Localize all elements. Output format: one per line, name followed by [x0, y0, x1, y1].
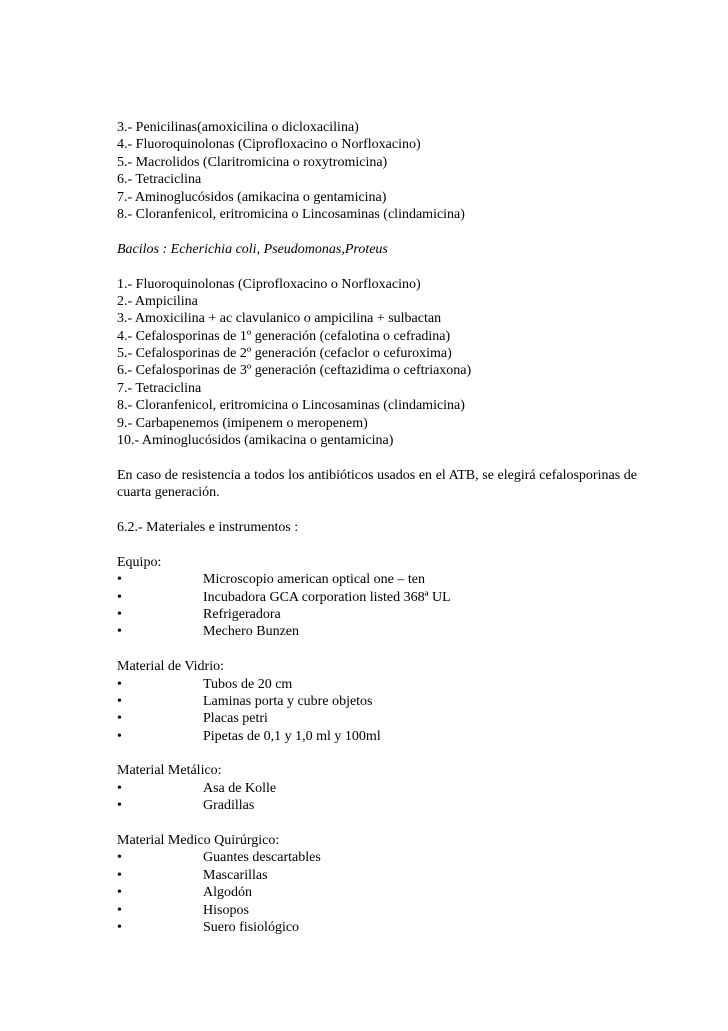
- list-item: 10.- Aminoglucósidos (amikacina o gentamicina): [117, 433, 394, 449]
- section-title: 6.2.- Materiales e instrumentos :: [117, 520, 299, 536]
- bullet-icon: •: [117, 728, 122, 744]
- list-item: 3.- Penicilinas(amoxicilina o dicloxacilina): [117, 120, 359, 135]
- list-item: [117, 919, 637, 936]
- list-item: 7.- Aminoglucósidos (amikacina o gentamicina): [117, 189, 387, 205]
- list-item: [117, 867, 637, 884]
- list-item: 6.- Cefalosporinas de 3º generación (ceftazidima o ceftriaxona): [117, 363, 472, 379]
- bullet-icon: •: [117, 711, 122, 727]
- bullet-icon: •: [117, 676, 122, 692]
- group-title: Material Medico Quirúrgico:: [117, 833, 280, 849]
- list-item: [117, 623, 637, 640]
- bullet-icon: •: [117, 867, 122, 883]
- item-label: Guantes descartables: [203, 850, 321, 866]
- bullet-icon: •: [117, 902, 122, 918]
- list-item: [117, 849, 637, 866]
- document-body: [117, 119, 637, 936]
- antibiotic-list-cocos: [117, 119, 637, 223]
- item-label: Placas petri: [203, 711, 268, 727]
- group-equipo: [117, 554, 637, 641]
- list-item: 8.- Cloranfenicol, eritromicina o Lincosaminas (clindamicina): [117, 206, 465, 222]
- list-item: 2.- Ampicilina: [117, 293, 198, 309]
- item-label: Mechero Bunzen: [203, 624, 300, 640]
- bullet-icon: •: [117, 606, 122, 622]
- list-item: 1.- Fluoroquinolonas (Ciprofloxacino o Norfloxacino): [117, 276, 421, 292]
- bullet-icon: •: [117, 780, 122, 796]
- list-item: 5.- Cefalosporinas de 2º generación (cefaclor o cefuroxima): [117, 346, 452, 362]
- antibiotic-list-bacilos: [117, 276, 637, 450]
- bullet-icon: •: [117, 693, 122, 709]
- list-item: [117, 797, 637, 814]
- bullet-icon: •: [117, 572, 122, 588]
- resistance-note: En caso de resistencia a todos los antibióticos usados en el ATB, se elegirá cefalosporinas de cuarta generación.: [117, 467, 637, 501]
- group-vidrio: [117, 658, 637, 745]
- bullet-icon: •: [117, 850, 122, 866]
- list-item: [117, 589, 637, 606]
- bullet-icon: •: [117, 589, 122, 605]
- item-label: Hisopos: [203, 902, 249, 918]
- list-item: [117, 693, 637, 710]
- group-metalico: [117, 762, 637, 814]
- list-item: [117, 676, 637, 693]
- item-label: Algodón: [203, 885, 252, 901]
- list-item: 4.- Fluoroquinolonas (Ciprofloxacino o Norfloxacino): [117, 137, 421, 153]
- list-item: 5.- Macrolidos (Claritromicina o roxytromicina): [117, 154, 388, 170]
- list-item: [117, 571, 637, 588]
- list-item: 4.- Cefalosporinas de 1º generación (cefalotina o cefradina): [117, 328, 451, 344]
- list-item: 9.- Carbapenemos (imipenem o meropenem): [117, 415, 368, 431]
- group-title: Material Metálico:: [117, 763, 222, 779]
- list-item: 7.- Tetraciclina: [117, 380, 202, 396]
- bullet-icon: •: [117, 920, 122, 935]
- group-title: Material de Vidrio:: [117, 659, 224, 675]
- item-label: Incubadora GCA corporation listed 368ª UL: [203, 589, 451, 605]
- group-title: Equipo:: [117, 554, 162, 570]
- list-item: [117, 606, 637, 623]
- item-label: Refrigeradora: [203, 606, 281, 622]
- bullet-icon: •: [117, 798, 122, 814]
- item-label: Laminas porta y cubre objetos: [203, 693, 373, 709]
- bullet-icon: •: [117, 624, 122, 640]
- bullet-icon: •: [117, 885, 122, 901]
- item-label: Suero fisiológico: [203, 920, 300, 935]
- list-item: 6.- Tetraciclina: [117, 172, 202, 188]
- list-item: [117, 780, 637, 797]
- list-item: [117, 884, 637, 901]
- list-item: 3.- Amoxicilina + ac clavulanico o ampicilina + sulbactan: [117, 311, 442, 327]
- item-label: Tubos de 20 cm: [203, 676, 293, 692]
- group-quirurgico: [117, 832, 637, 936]
- item-label: Asa de Kolle: [203, 780, 277, 796]
- item-label: Gradillas: [203, 798, 255, 814]
- list-item: [117, 728, 637, 745]
- item-label: Pipetas de 0,1 y 1,0 ml y 100ml: [203, 728, 381, 744]
- bacilos-heading: Bacilos : Echerichia coli, Pseudomonas,Proteus: [117, 241, 388, 257]
- list-item: 8.- Cloranfenicol, eritromicina o Lincosaminas (clindamicina): [117, 398, 465, 414]
- list-item: [117, 710, 637, 727]
- item-label: Mascarillas: [203, 867, 268, 883]
- item-label: Microscopio american optical one – ten: [203, 572, 425, 588]
- list-item: [117, 902, 637, 919]
